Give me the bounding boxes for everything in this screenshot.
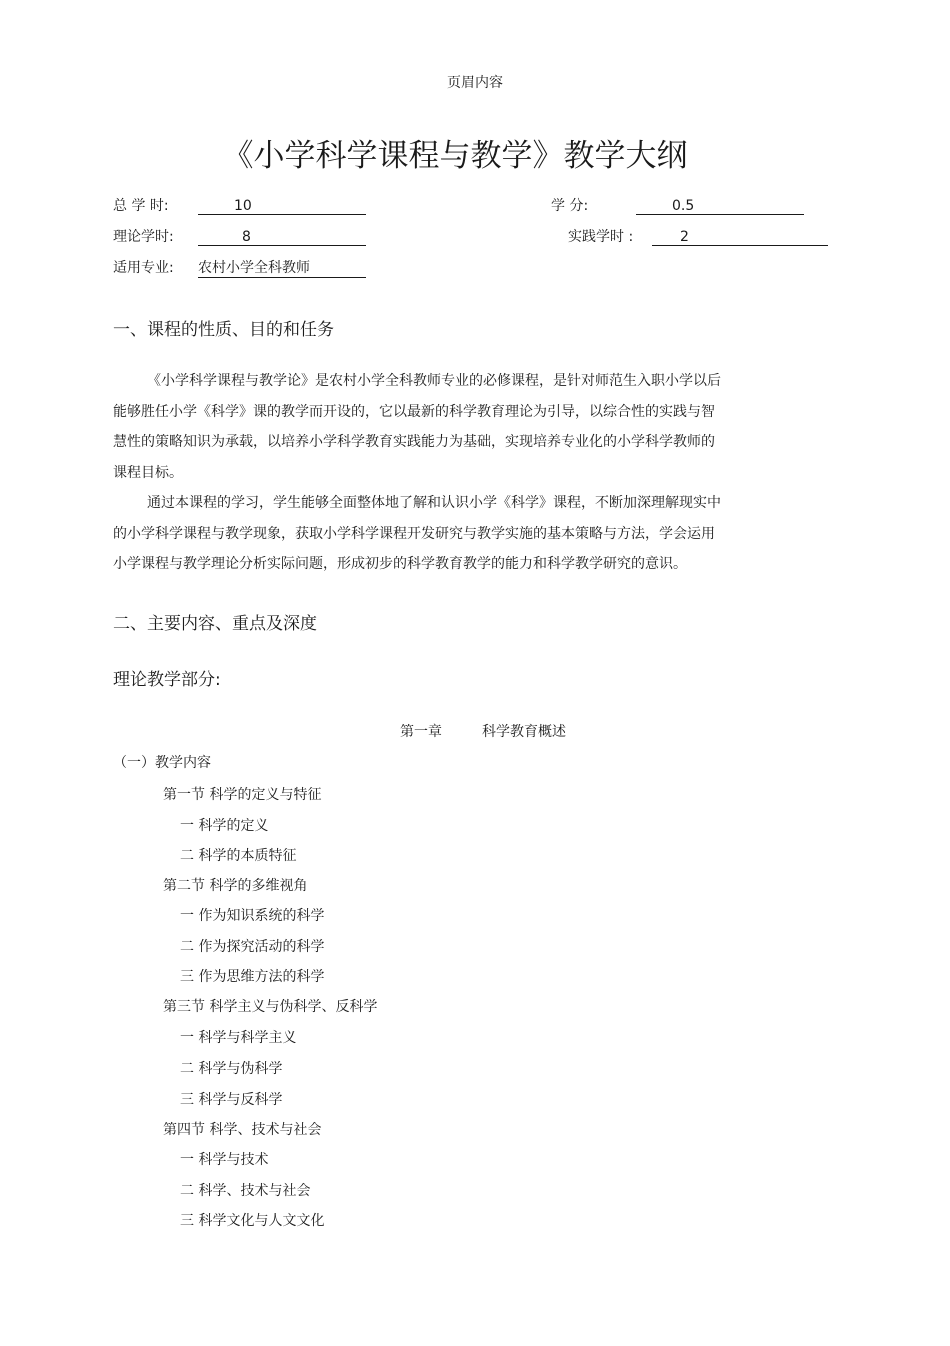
credits-label: 学 分:: [551, 198, 589, 214]
outline-section-3: 第三节 科学主义与伪科学、反科学: [163, 999, 378, 1015]
theory-hours-field: [198, 226, 366, 246]
outline-item: 一 科学的定义: [180, 818, 269, 834]
outline-item: 二 作为探究活动的科学: [180, 939, 325, 955]
outline-section-4: 第四节 科学、技术与社会: [163, 1122, 322, 1138]
teaching-content-label: （一）教学内容: [113, 755, 211, 771]
major-value: 农村小学全科教师: [198, 259, 366, 278]
chapter-number: 第一章: [400, 724, 442, 740]
practice-hours-label: 实践学时 :: [568, 229, 634, 245]
outline-item: 三 科学与反科学: [180, 1092, 283, 1108]
outline-section-2: 第二节 科学的多维视角: [163, 878, 308, 894]
outline-item: 一 作为知识系统的科学: [180, 908, 325, 924]
theory-hours-label: 理论学时:: [113, 229, 174, 245]
para1-line-4: 课程目标。: [113, 464, 183, 481]
section-heading-nature: 一、课程的性质、目的和任务: [113, 320, 334, 340]
total-hours-field: [198, 195, 366, 215]
para1-line-1: 《小学科学课程与教学论》是农村小学全科教师专业的必修课程，是针对师范生入职小学以后: [147, 373, 721, 389]
outline-item: 三 科学文化与人文文化: [180, 1213, 325, 1229]
major-field: [198, 257, 366, 278]
section-subheading-theory: 理论教学部分:: [113, 670, 221, 690]
total-hours-label: 总 学 时:: [113, 198, 169, 214]
para2-line-3: 小学课程与教学理论分析实际问题，形成初步的科学教育教学的能力和科学教学研究的意识。: [113, 556, 687, 572]
para2-line-1: 通过本课程的学习，学生能够全面整体地了解和认识小学《科学》课程，不断加深理解现实中: [147, 495, 721, 511]
para1-line-3: 慧性的策略知识为承载，以培养小学科学教育实践能力为基础，实现培养专业化的小学科学教师的: [113, 434, 715, 450]
chapter-heading: [400, 721, 566, 741]
outline-item: 一 科学与技术: [180, 1152, 269, 1168]
section-paragraph-1: [113, 366, 773, 580]
document-title: 《小学科学课程与教学》教学大纲: [222, 138, 688, 174]
total-hours-value: 10: [198, 197, 366, 215]
practice-hours-field: [652, 226, 828, 246]
credits-field: [636, 195, 804, 215]
chapter-title: 科学教育概述: [482, 724, 566, 740]
theory-hours-value: 8: [198, 228, 366, 246]
page-header: 页眉内容: [447, 75, 503, 91]
major-label: 适用专业:: [113, 260, 174, 276]
outline-item: 三 作为思维方法的科学: [180, 969, 325, 985]
outline-section-1: 第一节 科学的定义与特征: [163, 787, 322, 803]
credits-value: 0.5: [636, 197, 804, 215]
outline-item: 一 科学与科学主义: [180, 1030, 297, 1046]
outline-item: 二 科学与伪科学: [180, 1061, 283, 1077]
practice-hours-value: 2: [652, 228, 828, 246]
outline-item: 二 科学的本质特征: [180, 848, 297, 864]
outline-item: 二 科学、技术与社会: [180, 1183, 311, 1199]
para1-line-2: 能够胜任小学《科学》课的教学而开设的，它以最新的科学教育理论为引导，以综合性的实践与智: [113, 403, 715, 420]
section-heading-content: 二、主要内容、重点及深度: [113, 614, 317, 634]
para2-line-2: 的小学科学课程与教学现象，获取小学科学课程开发研究与教学实施的基本策略与方法，学会运用: [113, 525, 715, 542]
